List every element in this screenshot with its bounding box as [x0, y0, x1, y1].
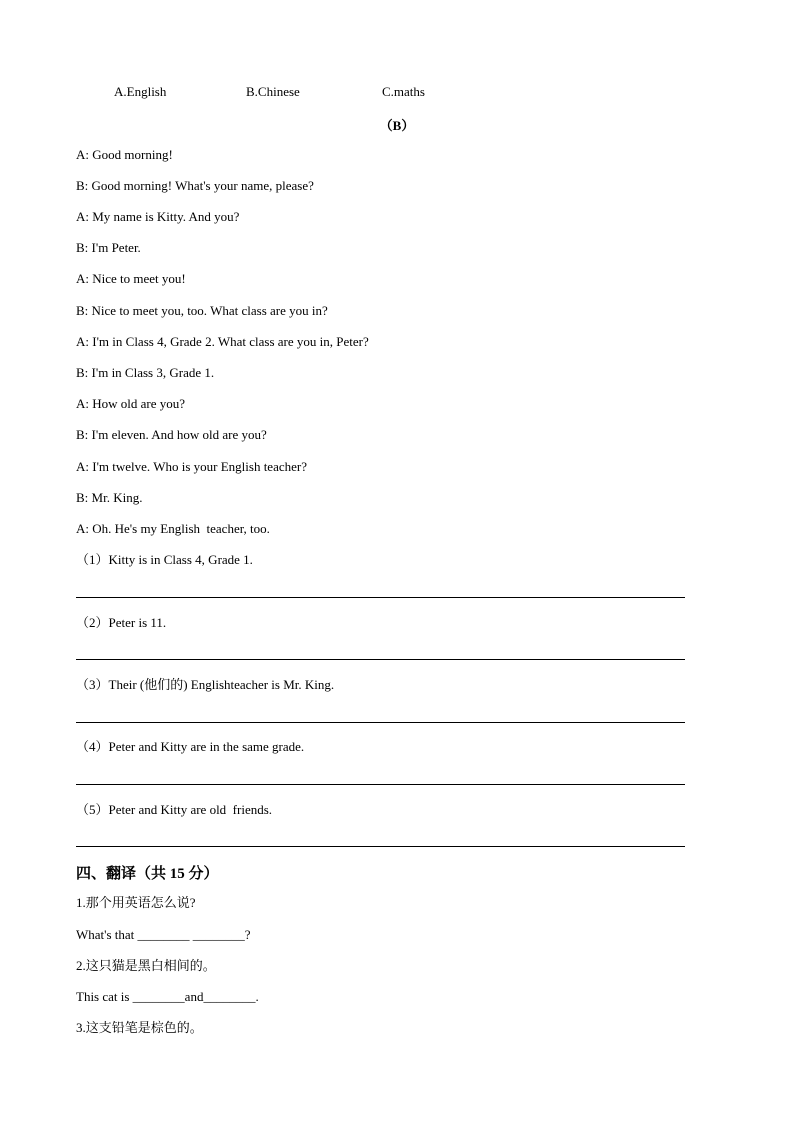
translation-q2: 2.这只猫是黑白相间的。	[76, 958, 216, 973]
dialogue-line-7: A: I'm in Class 4, Grade 2. What class are you in, Peter?	[76, 334, 369, 349]
dialogue-line-13: A: Oh. He's my English teacher, too.	[76, 521, 270, 536]
dialogue-line-1: A: Good morning!	[76, 147, 173, 162]
answer-line-5[interactable]	[76, 846, 685, 847]
answer-line-3[interactable]	[76, 722, 685, 723]
statement-4: （4）Peter and Kitty are in the same grade.	[76, 739, 305, 754]
statement-2: （2）Peter is 11.	[76, 615, 167, 630]
translation-q1: 1.那个用英语怎么说?	[76, 895, 196, 910]
section-b-title: （B）	[379, 118, 415, 133]
option-c: C.maths	[382, 84, 425, 99]
translation-q3: 3.这支铅笔是棕色的。	[76, 1020, 203, 1035]
dialogue-line-9: A: How old are you?	[76, 396, 186, 411]
dialogue-line-2: B: Good morning! What's your name, please?	[76, 178, 314, 193]
section-4-heading: 四、翻译（共 15 分）	[76, 866, 219, 882]
dialogue-line-5: A: Nice to meet you!	[76, 271, 186, 286]
answer-line-1[interactable]	[76, 597, 685, 598]
dialogue-line-6: B: Nice to meet you, too. What class are you in?	[76, 303, 328, 318]
statement-3: （3）Their (他们的) Englishteacher is Mr. King.	[76, 677, 335, 692]
answer-line-4[interactable]	[76, 784, 685, 785]
answer-options	[0, 84, 794, 102]
dialogue-line-8: B: I'm in Class 3, Grade 1.	[76, 365, 215, 380]
option-b: B.Chinese	[246, 84, 300, 99]
dialogue-line-12: B: Mr. King.	[76, 490, 143, 505]
answer-line-2[interactable]	[76, 659, 685, 660]
dialogue-line-4: B: I'm Peter.	[76, 240, 141, 255]
dialogue-line-11: A: I'm twelve. Who is your English teacher?	[76, 459, 307, 474]
translation-q1-answer[interactable]: What's that ________ ________?	[76, 927, 251, 942]
statement-1: （1）Kitty is in Class 4, Grade 1.	[76, 552, 253, 567]
statement-5: （5）Peter and Kitty are old friends.	[76, 802, 273, 817]
translation-q2-answer[interactable]: This cat is ________and________.	[76, 989, 259, 1004]
option-a: A.English	[114, 84, 167, 99]
dialogue-line-3: A: My name is Kitty. And you?	[76, 209, 240, 224]
dialogue-line-10: B: I'm eleven. And how old are you?	[76, 427, 267, 442]
